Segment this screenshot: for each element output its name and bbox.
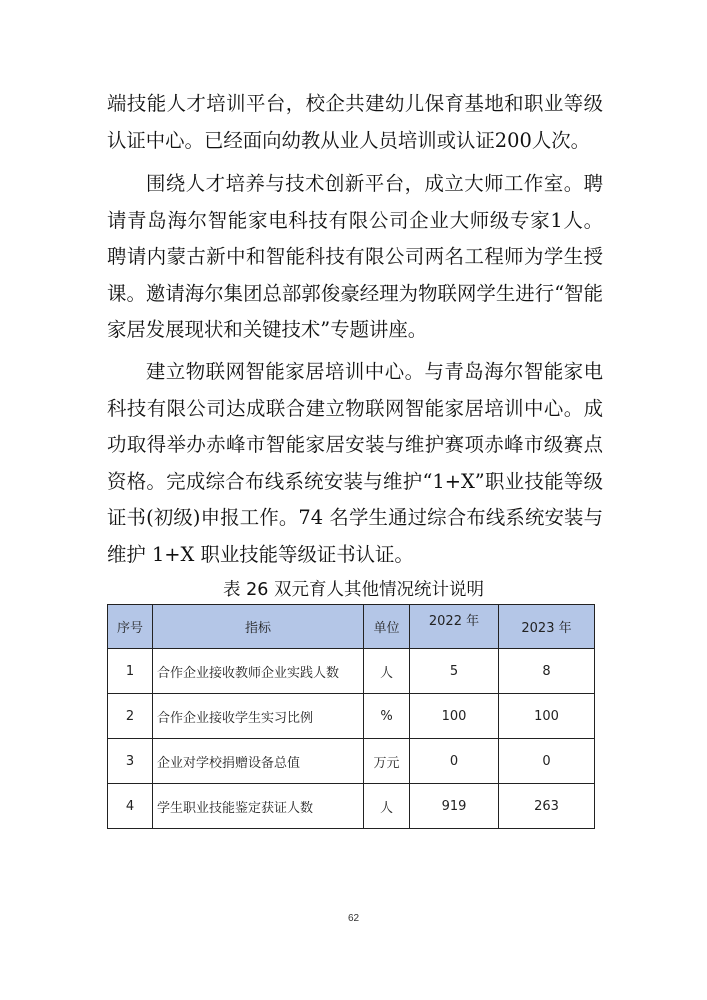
cell-no: 4 (108, 784, 153, 829)
header-2023: 2023 年 (499, 605, 595, 649)
cell-2023: 0 (499, 739, 595, 784)
cell-2022: 0 (410, 739, 499, 784)
header-2022 (410, 605, 499, 649)
cell-unit: 万元 (364, 739, 410, 784)
cell-2023: 100 (499, 694, 595, 739)
cell-indicator: 企业对学校捐赠设备总值 (153, 739, 364, 784)
cell-no: 3 (108, 739, 153, 784)
cell-2022: 100 (410, 694, 499, 739)
cell-2022: 919 (410, 784, 499, 829)
header-2022-label: 2022 年 (428, 614, 480, 629)
cell-indicator: 合作企业接收教师企业实践人数 (153, 649, 364, 694)
cell-2023: 8 (499, 649, 595, 694)
table-header-row (108, 605, 595, 649)
body-paragraph-3: 建立物联网智能家居培训中心。与青岛海尔智能家电科技有限公司达成联合建立物联网智能家居培训中心。成功取得举办赤峰市智能家居安装与维护赛项赤峰市级赛点资格。完成综合布线系统安装与维护“1+X”职业技能等级证书(初级)申报工作。74 名学生通过综合布线系统安装与维护 1+X 职业技能等级证书认证。 (107, 360, 603, 566)
cell-no: 2 (108, 694, 153, 739)
table-caption: 表 26 双元育人其他情况统计说明 (223, 580, 484, 600)
cell-unit: % (364, 694, 410, 739)
header-no: 序号 (108, 605, 153, 649)
table-row (108, 694, 595, 739)
header-unit: 单位 (364, 605, 410, 649)
cell-2023: 263 (499, 784, 595, 829)
cell-unit: 人 (364, 649, 410, 694)
cell-indicator: 学生职业技能鉴定获证人数 (153, 784, 364, 829)
page-number: 62 (347, 913, 360, 924)
cell-2022: 5 (410, 649, 499, 694)
cell-unit: 人 (364, 784, 410, 829)
cell-no: 1 (108, 649, 153, 694)
table-row (108, 649, 595, 694)
table-row (108, 784, 595, 829)
stats-table (107, 604, 595, 829)
table-row (108, 739, 595, 784)
body-paragraph-1: 端技能人才培训平台，校企共建幼儿保育基地和职业等级认证中心。已经面向幼教从业人员培训或认证200人次。 (107, 92, 603, 152)
body-paragraph-2: 围绕人才培养与技术创新平台，成立大师工作室。聘请青岛海尔智能家电科技有限公司企业大师级专家1人。聘请内蒙古新中和智能科技有限公司两名工程师为学生授课。邀请海尔集团总部郭俊豪经理为物联网学生进行“智能家居发展现状和关键技术”专题讲座。 (107, 172, 603, 342)
cell-indicator: 合作企业接收学生实习比例 (153, 694, 364, 739)
header-indicator: 指标 (153, 605, 364, 649)
